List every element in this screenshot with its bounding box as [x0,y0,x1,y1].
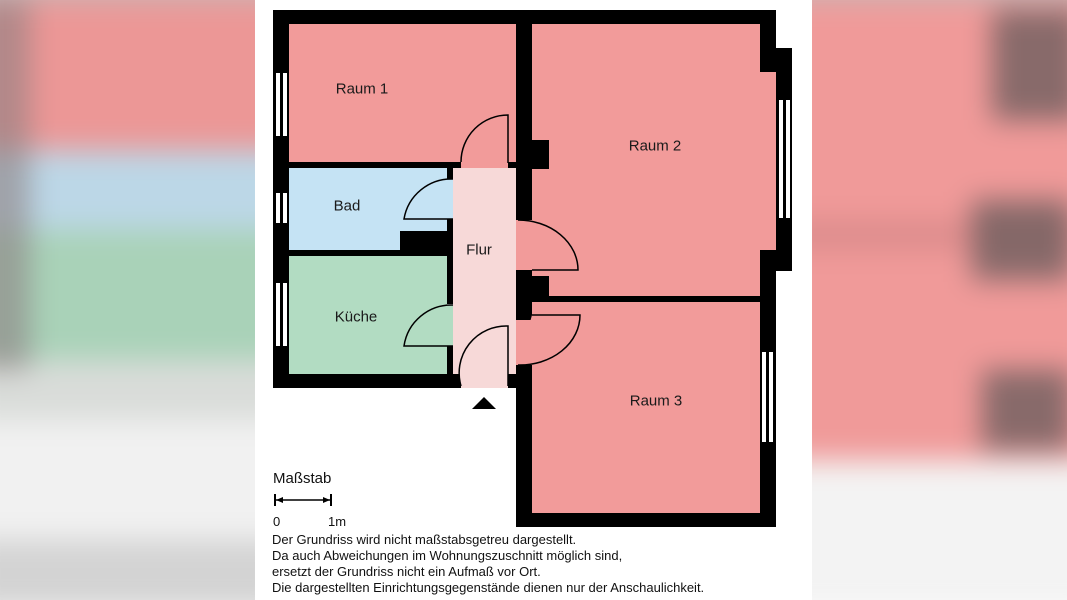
scale-bar-icon [273,492,335,508]
scale-title: Maßstab [273,470,332,487]
note-line: Der Grundriss wird nicht maßstabsgetreu dargestellt. [272,532,577,547]
entrance-arrow-icon [472,397,496,409]
room-label-raum3: Raum 3 [629,392,683,410]
room-label-bad: Bad [333,197,361,215]
room-label-raum1: Raum 1 [335,80,389,98]
scale-start-label: 0 [273,514,281,529]
room-label-kueche: Küche [334,308,378,326]
room-label-raum2: Raum 2 [628,137,682,155]
note-line: ersetzt der Grundriss nicht ein Aufmaß vor Ort. [272,564,541,579]
blurred-background-right [812,0,1067,600]
note-line: Da auch Abweichungen im Wohnungszuschnitt möglich sind, [272,548,623,563]
scale-end-label: 1m [328,514,347,529]
room-label-flur: Flur [466,241,492,259]
blurred-background-left [0,0,255,600]
note-line: Die dargestellten Einrichtungsgegenstände dienen nur der Anschaulichkeit. [272,580,705,595]
floor-plan [255,0,812,600]
disclaimer-notes [272,532,704,596]
